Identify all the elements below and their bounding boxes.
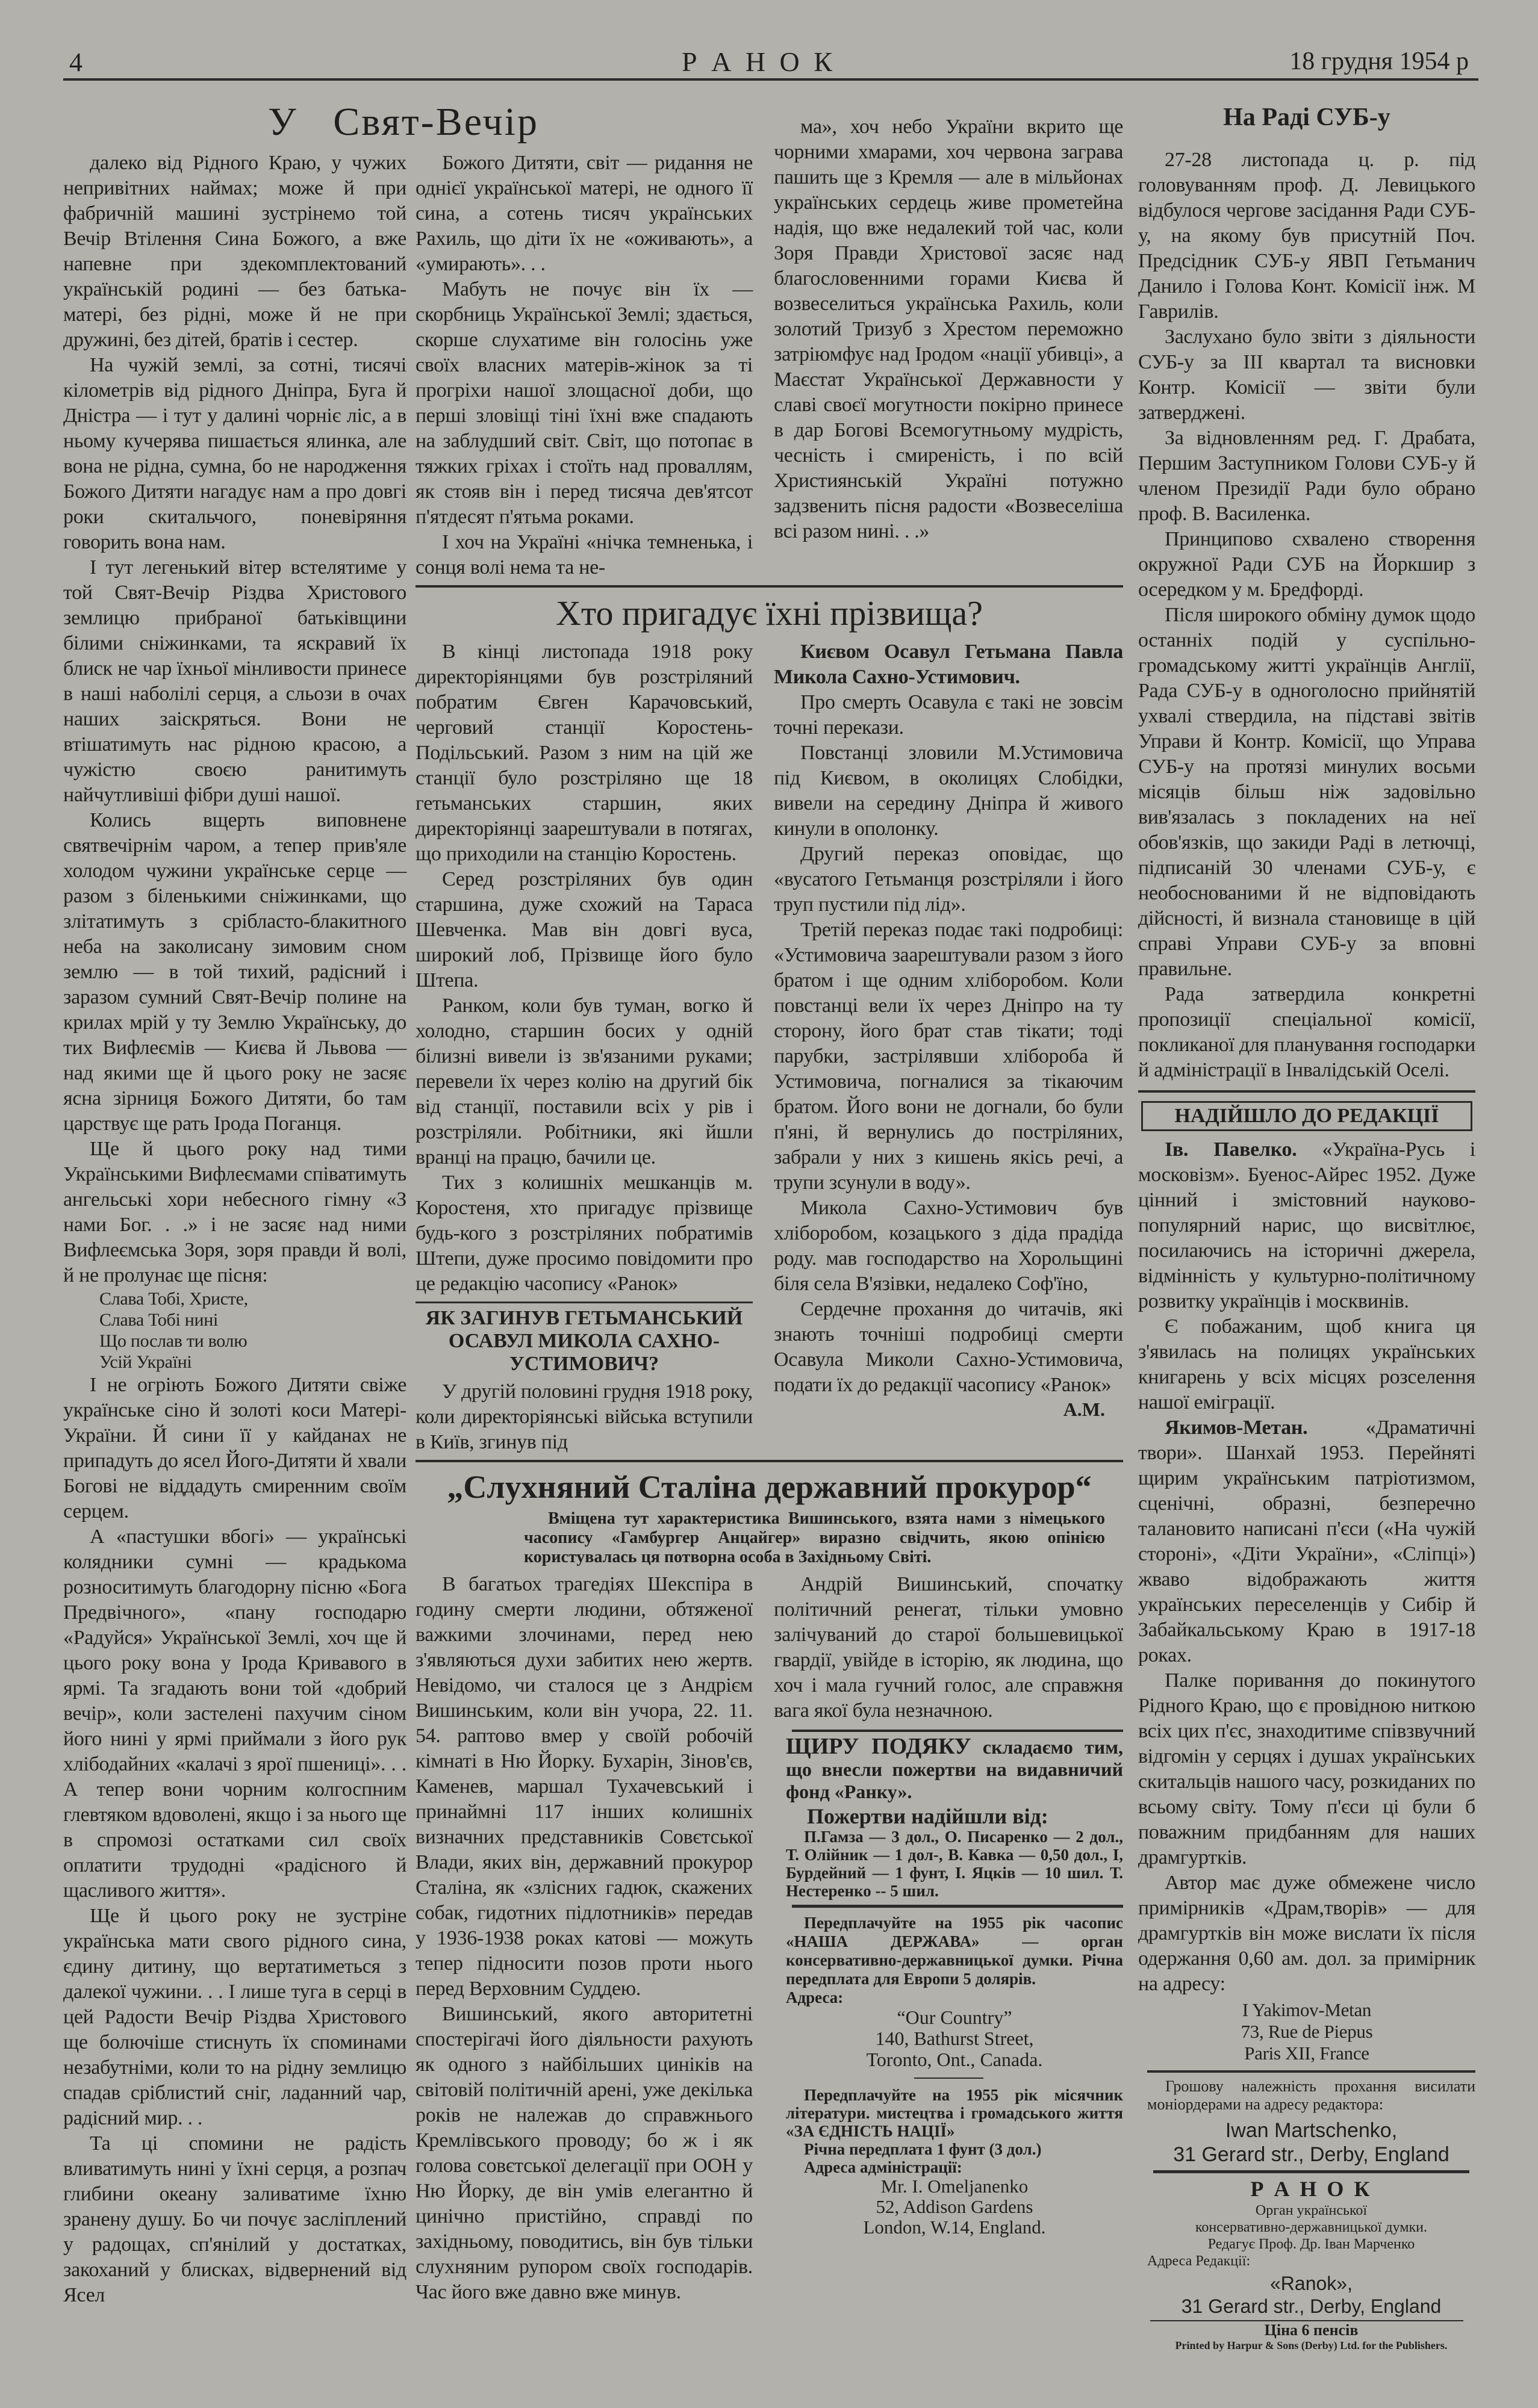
- paragraph: У другій половині грудня 1918 року, коли директоріянські війська вступили в Київ, згинув під: [416, 1380, 753, 1453]
- paragraphs: [774, 1572, 1123, 1724]
- address-line: 73, Rue de Piepus: [1241, 2021, 1373, 2042]
- paragraph: Є побажаним, щоб книга ця з'явилась на полицях українських книгарень у всіх місцях розселення нашої еміграції.: [1138, 1315, 1475, 1413]
- paragraph: Ранком, коли був туман, вогко й холодно, старшин босих у одній білизні вивели із зв'язаними руками; перевели їх через колію на другий бік від станції, поставили всіх у рів і розстріляли. Робітники, які йшли вранці на працю, бачили це.: [416, 995, 753, 1168]
- address-line: Paris XII, France: [1244, 2043, 1369, 2064]
- header-rule: [63, 78, 1478, 81]
- section-rule: [416, 585, 1123, 588]
- stalin-subtitle: Вміщена тут характеристика Вишинського, взята нами з німецького часопису «Гамбургер Анцайгер» виразно свідчить, якою опінією користувалась ця потворна особа в Західньому Світі.: [524, 1509, 1105, 1566]
- lead-text: Якимов-Метан.: [1165, 1417, 1308, 1439]
- masthead: [1138, 2176, 1475, 2351]
- paragraphs: [416, 639, 753, 1297]
- paragraph: В багатьох трагедіях Шекспіра в годину смерти людини, обтяженої важкими злочинами, перед нею з'являються духи забитих нею жертв. Невідомо, чи сталося це з Андрієм Вишинським, коли він учора, 22. 11. 54. раптово вмер у своїй робочій кімнаті в Ню Йорку. Бухарін, Зінов'єв, Каменев, маршал Тухачевський і принаймні 117 інших колишніх визначних представників Совєтської Влади, яких він, державний прокурор Сталіна, як «злісних гадюк, скажених собак, гидотних підлотників» передав у 1936-1938 роках катові — можуть тепер підносити позов проти нього перед Верховним Суддею.: [416, 1573, 753, 2000]
- paragraphs: [774, 639, 1123, 1398]
- paragraph: [1138, 1415, 1475, 1668]
- address-line: “Our Country”: [897, 2006, 1012, 2028]
- ad-nasha-derzhava: [774, 1914, 1123, 2070]
- paragraph: Ще й цього року не зустріне українська мати свого рідного сина, єдину дитину, що вертатиметься з далекої чужини. . . І лише туга в серці в цей Радости Вечір Різдва Христового ще болючіше стиснуть їх споминами незабутніми, коли то на рідну землицю спадав сріблистий сніг, ладанний чар, радісний мир. . .: [63, 1905, 406, 2129]
- page-number: 4: [69, 48, 83, 77]
- ad-text: Передплачуйте на 1955 рік місячник літератури. мистецтва і громадського життя «ЗА ЄДНІСТЬ НАЦІЇ»: [786, 2086, 1123, 2140]
- christmas-row: [416, 114, 1123, 580]
- paragraphs: [774, 114, 1123, 544]
- paragraph: Тих з колишніх мешканців м. Коростеня, хто пригадує прізвище будь-кого з розстріляних побратимів Штепи, дуже просимо повідомити про це редакцію часопису «Ранок»: [416, 1171, 753, 1295]
- address-line: I Yakimov-Metan: [1242, 1999, 1372, 2020]
- paragraph: ма», хоч небо України вкрито ще чорними хмарами, хоч червона заграва пашить ще з Кремля — але в мільйонах українських сердець живе прометейна надія, що вже недалекий той час, коли Зоря Правди Христової засяє над благословенними горами Києва й возвеселиться українська Рахиль, коли золотий Тризуб з Хрестом переможно затріюмфує над Іродом «нації убивці», а Маєстат Української Державности у славі своєї могутности покірно принесе в дар Богові Всемогутньому мудрість, чесність і смиреність, і по всій Християнській Україні потужно задзвенить пісня радости «Возвеселіша всі разом нині. . .»: [774, 116, 1123, 542]
- address-line: 31 Gerard str., Derby, England: [1173, 2143, 1449, 2166]
- lead-text: Києвом Осавул Гетьмана Павла Микола Сахно-Устимович.: [774, 641, 1123, 688]
- masthead-organ: [1147, 2202, 1475, 2253]
- paragraph: [1138, 1137, 1475, 1314]
- stalin-column-2: [416, 1572, 753, 2305]
- paragraphs: [416, 1379, 753, 1455]
- sub-council-title: На Раді СУБ-у: [1223, 104, 1390, 131]
- paragraph: В кінці листопада 1918 року директоріянцями був розстріляний побратим Євген Карачовський, черговий станції Коростень-Подільський. Разом з ним на цій же станції було розстріляно ще 18 гетьманських старшин, яких директоріянці заарештували в потягах, що приходили на станцію Коростень.: [416, 641, 753, 865]
- received-heading: НАДІЙШЛО ДО РЕДАКЦІЇ: [1141, 1101, 1472, 1131]
- received-text: [1138, 1137, 1475, 2064]
- paragraphs: [63, 150, 406, 1288]
- paragraph: Мабуть не почує він їх — скорбниць Української Землі; здається, скорше слухатиме він голосінь уже своїх власних матерів-жінок за ті прогріхи нашої злощасної доби, що перші зловіщі тіні їхні вже спадають на заблудший світ. Світ, що потопає в тяжких гріхах і стоїть над проваллям, як стояв він і перед тисяча дев'ятсот п'ятдесят п'ятьма роками.: [416, 278, 753, 528]
- paragraph: Сердечне прохання до читачів, які знають точніші подробиці смерти Осавула Миколи Сахно-Устимовича, подати їх до редакції часопису «Ранок»: [774, 1298, 1123, 1396]
- lead-text: Ів. Павелко.: [1165, 1138, 1297, 1161]
- paragraph: Ще й цього року над тими Українськими Вифлеємами співатимуть ангельські хори небесного гімну «З нами Бог. . .» і не засяє над ними Вифлеємська Зоря, зоря правди й волі, й не пролунає ще пісня:: [63, 1138, 406, 1286]
- address-line: 31 Gerard str., Derby, England: [1181, 2295, 1442, 2317]
- names-column-3: [774, 639, 1123, 1398]
- stalin-row: [416, 1572, 1123, 2305]
- paragraph: Палке поривання до покинутого Рідного Краю, що є провідною ниткою всіх цих п'єс, знаходитиме співзвучний відгомін у серцях і душах українських скитальців нашого часу, розкиданих по всьому світу. Тому п'єси ці були б поважним придбанням для наших драмгуртків.: [1138, 1669, 1475, 1869]
- address-line: Toronto, Ont., Canada.: [866, 2049, 1043, 2070]
- ad-address: [786, 2176, 1123, 2238]
- paragraphs: [416, 1572, 753, 2305]
- thanks-text: складаємо тим, що внесли пожертви на видавничий фонд «Ранку».: [786, 1736, 1124, 1802]
- author-address: [1138, 1999, 1475, 2064]
- donations-list: П.Гамза — 3 дол., О. Писаренко — 2 дол., Т. Олійник — 1 дол-, В. Кавка — 0,50 дол., І, Бурдейний — 1 фунт, І. Яцків — 10 шил. Т. Нестеренко -- 5 шил.: [786, 1828, 1123, 1900]
- thanks-box: [774, 1736, 1123, 1900]
- paragraph: Рада затвердила конкретні пропозиції спеціальної комісії, покликаної для планування господарки й адміністрації в Інвалідській Оселі.: [1138, 983, 1475, 1081]
- signature: А.М.: [1063, 1398, 1105, 1420]
- masthead-name: Р А Н О К: [1250, 2177, 1372, 2201]
- ad-text: Передплачуйте на 1955 рік часопис «НАША ДЕРЖАВА» — орган консервативно-державницької думки. Річна передплата для Европи 5 долярів.: [786, 1914, 1123, 1988]
- stalin-title: „Слухняний Сталіна державний прокурор“: [447, 1469, 1092, 1505]
- poem-line: Усій Україні: [99, 1352, 192, 1372]
- address-line: «Ranok»,: [1270, 2273, 1353, 2294]
- section-rule: [1138, 1090, 1475, 1093]
- section-rule: [416, 1302, 753, 1303]
- paragraph: Про смерть Осавула є такі не зовсім точні перекази.: [774, 691, 1123, 739]
- paragraph: Божого Дитяти, світ — ридання не однієї української матері, не одного її сина, а сотень тисяч українських Рахиль, що діти їх не «оживають», а «умирають». . .: [416, 152, 753, 275]
- stalin-column-3: [774, 1572, 1123, 1724]
- paragraph: І хоч на Україні «нічка темненька, і сонця волі нема та не-: [416, 531, 753, 579]
- masthead-address: [1147, 2272, 1475, 2318]
- price: Ціна 6 пенсів: [1264, 2321, 1359, 2339]
- address-line: London, W.14, England.: [863, 2217, 1046, 2238]
- paragraphs: [1138, 147, 1475, 1083]
- section-rule: [792, 1905, 1123, 1908]
- paragraph-text: «Драматичні твори». Шанхай 1953. Перейняті щирим українським патріотизмом, сценічні, образні, безперечно талановито написані п'єси («На чужій стороні», «Діти України», «Сліпці») жваво відображають життя українських переселенців у Сибір й Забайкальському Краю в 1917-18 роках.: [1138, 1417, 1475, 1666]
- names-title: Хто пригадує їхні прізвища?: [556, 594, 983, 633]
- paragraph: Повстанці зловили М.Устимовича під Києвом, в околицях Слобідки, вивели на середину Дніпра й живого кинули в ополонку.: [774, 742, 1123, 840]
- paragraph: Заслухано було звіти з діяльности СУБ-у за III квартал та висновки Контр. Комісії — звіти були затверджені.: [1138, 326, 1475, 424]
- poem-line: Слава Тобі, Христе,: [99, 1289, 248, 1309]
- paragraph: Другий переказ оповідає, що «вусатого Гетьманця розстріляли і його труп пустили під лід».: [774, 843, 1123, 916]
- middle-columns: [416, 114, 1123, 2305]
- section-rule: [792, 1730, 1123, 1732]
- paragraph: Третій переказ подає такі подробиці: «Устимовича заарештували разом з його братом і ще одним хліборобом. Коли повстанці вели їх через Дніпро на ту сторону, його брат став тікати; тоді парубки, застрілявши хлібороба й Устимовича, погналися за тікаючим братом. Його вони не догнали, бо були п'яні, й вернулись до постріляних, забрали у них з кишень якісь речі, а трупи зсунули в воду».: [774, 919, 1123, 1194]
- short-rule: [914, 2078, 983, 2079]
- paragraph: А «пастушки вбогі» — українські колядники сумні — крадькома розноситимуть благодорну пісню «Бога Предвічного», «пану господарю «Радуйся» Української Землі, хоч ще й цього року вона у Ірода Кривавого в ярмі. Та згадають вони той «добрий вечір», коли застелені пахучим сіном його нині у ярмі приймали з його рук хлібодайних «калачі з ярої пшениці». . . А тепер вони чорним колгоспним глевтяком вдоволені, якщо і за нього ще в спромозі остатками сил своїх оплатити трудодні «радісного й щасливого життя».: [63, 1525, 406, 1902]
- thanks-heading: ЩИРУ ПОДЯКУ: [786, 1734, 971, 1759]
- sub-council-text: [1138, 147, 1475, 1083]
- section-rule: [416, 1460, 1123, 1462]
- paragraph: Вишинський, якого авторитетні спостерігачі його діяльности рахують як одного з найбільших циніків на світовій політичній арені, уже декілька років не належав до справжнього Кремлівського проводу; бо ж і як голова совєтської делегації при ООН у Ню Йорку, де він умів елегантно й цинічно пристійно, справді по західньому, поводитись, він був тільки слухняним рупором своїх господарів. Час його вже давно вже минув.: [416, 2003, 753, 2303]
- section-rule: [1153, 2170, 1469, 2173]
- masthead-address-label: Адреса Редакції:: [1147, 2253, 1251, 2269]
- paragraph: І тут легенький вітер встелятиме у той Свят-Вечір Різдва Христового землицю прибраної батьківщини білими сніжинками, та яскравий їх блиск не чар їхньої мінливости принесе в наші наболілі серця, а сльози в очах наших заіскряться. Вони не втішатимуть нас рідною красою, а чужістю своєю ранитимуть найчутливіші фібри душі нашої.: [63, 556, 406, 806]
- editor-address: [1147, 2118, 1475, 2167]
- organ-line: Орган української: [1255, 2203, 1368, 2218]
- section-rule: [1147, 2070, 1475, 2073]
- printer-note: Printed by Harpur & Sons (Derby) Ltd. for the Publishers.: [1175, 2339, 1448, 2351]
- address-line: 52, Addison Gardens: [876, 2196, 1033, 2217]
- column-4: [1138, 99, 1475, 2351]
- christmas-column-2: [416, 114, 753, 580]
- paper-name: Р А Н О К: [682, 46, 836, 77]
- ad-address: [786, 2007, 1123, 2070]
- poem-line: Слава Тобі нині: [99, 1310, 219, 1330]
- ad-address-label: Адреса адміністрації:: [804, 2158, 962, 2176]
- christmas-column-1: [63, 150, 406, 2308]
- paragraph: Микола Сахно-Устимович був хліборобом, козацького з діда прадіда роду. мав господарство на Хорольщині біля села В'язівки, недалеко Соф'їно,: [774, 1197, 1123, 1295]
- paragraph: На чужій землі, за сотні, тисячі кілометрів від рідного Дніпра, Буга й Дністра — і тут у далині чорніє ліс, а в ньому кучерява пишається ялинка, але вона не рідна, сумна, бо не народження Божого Дитяти нагадує нам а про довгі роки скитальчого, поневіряння говорить вона нам.: [63, 354, 406, 553]
- paragraph: І не огріють Божого Дитяти свіже українське сіно й золоті коси Матері-України. Й сини її у кайданах не припадуть до ясел Його-Дитяти й хвали Богові не віддадуть смиренним своїм серцем.: [63, 1374, 406, 1522]
- address-line: Iwan Martschenko,: [1225, 2119, 1398, 2142]
- paragraph: [774, 639, 1123, 690]
- paragraphs: [63, 1373, 406, 2308]
- address-line: 140, Bathurst Street,: [875, 2028, 1034, 2049]
- organ-line: консервативно-державницької думки.: [1195, 2220, 1428, 2235]
- paragraph: Серед розстріляних був один старшина, дуже схожий на Тараса Шевченка. Мав він довгі вуса, широкий лоб, Прізвище його було Штепа.: [416, 868, 753, 991]
- paragraph: 27-28 листопада ц. р. під головуванням проф. Д. Левицького відбулося чергове засідання Ради СУБ-у, на якому був присутній Поч. Предсідник СУБ-у ЯВП Гетьманич Данило і Голова Конт. Комісії інж. М Гаврилів.: [1138, 149, 1475, 323]
- paragraph: За відновленням ред. Г. Драбата, Першим Заступником Голови СУБ-у й членом Президії Ради було обрано проф. В. Василенка.: [1138, 427, 1475, 525]
- organ-line: Редагує Проф. Др. Іван Марченко: [1207, 2236, 1415, 2252]
- osavul-heading: ЯК ЗАГИНУВ ГЕТЬМАНСЬКИЙ ОСАВУЛ МИКОЛА САХНО-УСТИМОВИЧ?: [425, 1307, 743, 1375]
- paragraph: Автор має дуже обмежене число примірників «Драм,творів» — для драмгуртків він може вислати їх після одержання 0,60 ам. дол. за примірник на адресу:: [1138, 1872, 1475, 1995]
- poem-line: Що послав ти волю: [99, 1331, 248, 1351]
- christmas-title: У Свят-Вечір: [268, 100, 539, 144]
- christmas-column-3: [774, 114, 1123, 580]
- ad-za-ednist: [774, 2086, 1123, 2238]
- osavul-column-2: [416, 1379, 753, 1455]
- ad-price: Річна передплата 1 фунт (3 дол.): [804, 2140, 1042, 2158]
- paragraph-text: «Україна-Русь і московізм». Буенос-Айрес 1952. Дуже цінний і змістовний науково-популярний нарис, що висвітлює, посилаючись на історичні джерела, відмінність у культурно-політичному розвитку українців і москвинів.: [1138, 1138, 1475, 1312]
- names-row: [416, 639, 1123, 1455]
- paragraph: Та ці спомини не радість вливатимуть нині у їхні серця, а розпач глибини океану заливатиме їхню зранену душу. Бо чи почує засліплений у радощах, сп'янілий у достатках, закоханий у блисках, відвернений від Ясел: [63, 2132, 406, 2306]
- payment-text: Грошову належність прохання висилати моніордерами на адресу редактора:: [1147, 2078, 1475, 2113]
- carol-poem: [99, 1288, 406, 1373]
- payment-info: [1138, 2078, 1475, 2167]
- paragraph: Андрій Вишинський, спочатку політичний ренегат, тільки умовно залічуваний до старої большевицької гвардії, увійде в історію, як людина, що хоч і мала гучний голос, але справжня вага якої була незначною.: [774, 1573, 1123, 1722]
- ad-address-label: Адреса:: [786, 1988, 844, 2006]
- paragraph: Колись вщерть виповнене святвечірнім чаром, а тепер прив'яле холодом чужини українське серце — разом з біленькими сніжинками, що злітатимуть з срібласто-блакитного неба на заколисану зимовим сном землю — в той тихий, радісний і заразом сумний Свят-Вечір полине на крилах мрій у ту Землю Українську, до тих Вифлеємів — Києва й Львова — над якими ще й цього року не засяє ясна зірниця Божого Дитяти, бо там царствує ще рать Ірода Поганця.: [63, 809, 406, 1135]
- address-line: Mr. I. Omeljanenko: [880, 2176, 1029, 2197]
- names-column-2: [416, 639, 753, 1297]
- donations-heading: Пожертви надійшли від:: [807, 1804, 1048, 1828]
- issue-date: 18 грудня 1954 р: [1289, 48, 1469, 75]
- paragraphs: [1138, 1137, 1475, 1997]
- paragraphs: [416, 150, 753, 580]
- paragraph: Принципово схвалено створення окружної Ради СУБ на Йоркшир з осередком у м. Бредфорді.: [1138, 528, 1475, 601]
- paragraph: Після широкого обміну думок щодо останніх подій у суспільно-громадському житті українців Англії, Рада СУБ-у в одноголосно прийнятій ухвалі ствердила, на підставі звітів Управи й Контр. Комісії, що Управа СУБ-у на протязі минулих восьми місяців більш ніж задовільно вив'язалась з покладених на неї обов'язків, що закиди Раді в летючці, підписаній 30 членами СУБ-у, є необоснованими й не відповідають дійсності, й визнала становище в цій справі Управи СУБ-у за вповні правильне.: [1138, 604, 1475, 980]
- paragraph: далеко від Рідного Краю, у чужих непривітних наймах; може й при фабричній машині зустрінемо той Вечір Втілення Сина Божого, а вже напевне при здекомплектований українській родині — без батька-матері, без рідні, може й не при дружині, без дітей, братів і сестер.: [63, 152, 406, 351]
